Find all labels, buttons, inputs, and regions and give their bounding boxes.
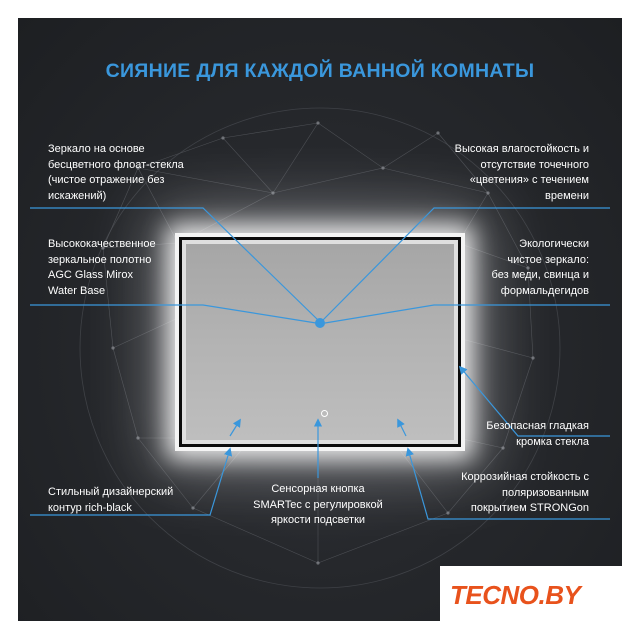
brand-logo <box>440 566 622 621</box>
note-touch-button: Сенсорная кнопка SMARTec с регулировкой яркости подсветки <box>253 483 383 526</box>
callout-line-agc-glass <box>30 305 316 323</box>
poster-headline: СИЯНИЕ ДЛЯ КАЖДОЙ ВАННОЙ КОМНАТЫ <box>105 60 535 82</box>
note-eco: Экологически чистое зеркало: без меди, свинца и формальдегидов <box>491 238 589 297</box>
callout-line-corrosion-inner <box>398 420 406 436</box>
note-safe-edge: Безопасная гладкая кромка стекла <box>486 420 589 448</box>
brand-logo-text: TECNO.BY <box>450 580 581 610</box>
center-dot-icon <box>315 318 325 328</box>
note-agc-glass: Высококачественное зеркальное полотно AGC Glass Mirox Water Base <box>48 238 156 297</box>
note-float-glass: Зеркало на основе бесцветного флоат-стекла (чистое отражение без искажений) <box>48 143 184 202</box>
callout-line-design-contour-inner <box>230 420 240 436</box>
callout-lines <box>18 18 622 621</box>
note-corrosion: Коррозийная стойкость с поляризованным покрытием STRONGon <box>461 471 589 514</box>
callout-line-eco <box>325 305 610 323</box>
note-moisture: Высокая влагостойкость и отсутствие точечного «цветения» с течением времени <box>454 143 589 202</box>
note-design-contour: Стильный дизайнерский контур rich-black <box>48 486 174 514</box>
product-poster <box>18 18 622 621</box>
